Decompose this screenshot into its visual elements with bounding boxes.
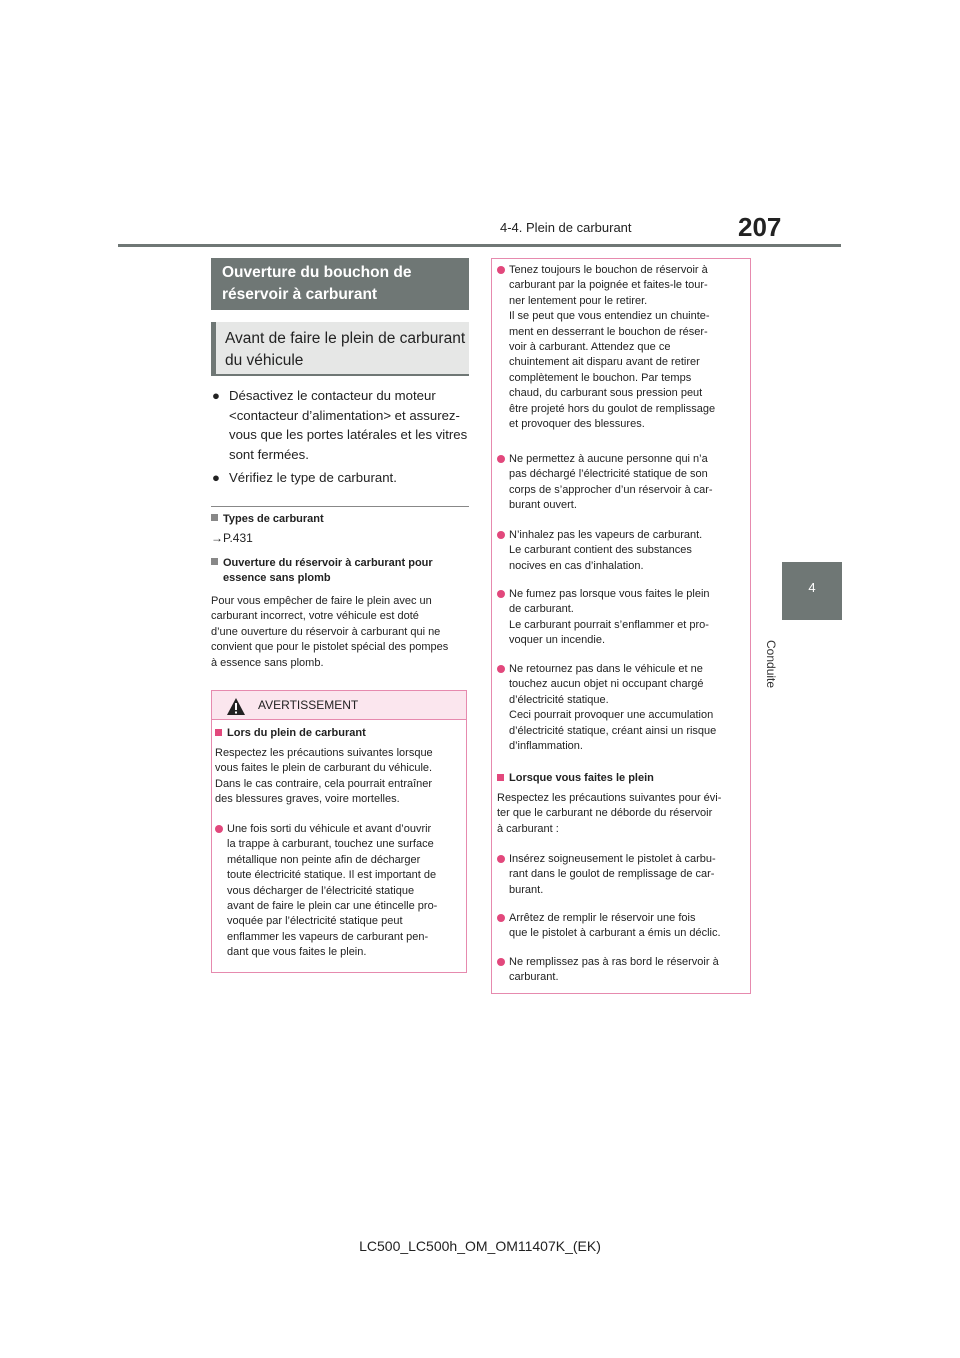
- body-line: carburant par la poignée et faites-le tour-: [509, 279, 708, 292]
- bullet-dot-icon: [497, 958, 505, 966]
- warning-intro: [497, 791, 749, 837]
- sub-heading-line2: du véhicule: [225, 352, 304, 369]
- ouverture-body: [211, 594, 471, 671]
- body-line: des blessures graves, voire mortelles.: [215, 793, 400, 806]
- body-line: à essence sans plomb.: [211, 656, 324, 669]
- main-heading: [211, 258, 469, 310]
- bullet-dot-icon: [497, 665, 505, 673]
- square-bullet-icon: [215, 729, 222, 736]
- chapter-label: [764, 640, 804, 700]
- body-line: à carburant :: [497, 822, 559, 835]
- body-line: convient que pour le pistolet spécial des pompes: [211, 641, 449, 654]
- body-line: d’électricité statique.: [509, 693, 609, 706]
- bullet-dot-icon: [497, 590, 505, 598]
- sub-heading-line1: Avant de faire le plein de carburant: [225, 330, 466, 347]
- page-number: 207: [738, 212, 782, 242]
- bullet-icon: ●: [212, 470, 220, 485]
- body-line: Arrêtez de remplir le réservoir une fois: [509, 912, 696, 924]
- body-line: chaud, du carburant sous pression peut: [509, 387, 703, 400]
- body-line: Le carburant contient des substances: [509, 544, 692, 557]
- body-line: chuintement ait disparu avant de retirer: [509, 356, 700, 369]
- types-heading: [211, 512, 469, 528]
- body-line: vous décharger de l’électricité statique: [227, 884, 415, 897]
- body-line: Respectez les précautions suivantes pour évi-: [497, 792, 722, 804]
- ouverture-heading-line2: essence sans plomb: [223, 572, 331, 584]
- body-line: voquer un incendie.: [509, 634, 606, 647]
- body-line: burant ouvert.: [509, 499, 577, 512]
- body-line: Ne retournez pas dans le véhicule et ne: [509, 663, 703, 675]
- bullet-item: [212, 386, 470, 466]
- types-ref: →P.431: [211, 531, 253, 545]
- bullet-icon: ●: [212, 388, 220, 403]
- bullet-dot-icon: [497, 914, 505, 922]
- body-line: enflammer les vapeurs de carburant pen-: [227, 930, 429, 943]
- body-line: Dans le cas contraire, cela pourrait entraîner: [215, 777, 433, 790]
- body-line: voir à carburant. Attendez que ce: [509, 341, 671, 354]
- separator: [211, 506, 469, 507]
- body-line: voquée par l’électricité statique peut: [227, 915, 403, 928]
- body-line: carburant.: [509, 971, 559, 984]
- body-line: de carburant.: [509, 603, 574, 616]
- chapter-tab-number: 4: [808, 580, 816, 595]
- body-line: burant.: [509, 883, 544, 896]
- warning-sub-heading-text: Lors du plein de carburant: [227, 727, 366, 739]
- bullet-dot-icon: [497, 855, 505, 863]
- body-line: nocives en cas d’inhalation.: [509, 559, 644, 572]
- body-line: d’électricité statique, créant ainsi un risque: [509, 724, 717, 737]
- body-line: avant de faire le plein car une étincelle pro-: [227, 900, 438, 913]
- body-line: d’inflammation.: [509, 740, 583, 753]
- square-bullet-icon: [211, 558, 218, 565]
- body-line: et provoquer des blessures.: [509, 418, 645, 431]
- body-line: Tenez toujours le bouchon de réservoir à: [509, 264, 708, 276]
- body-line: ment en desserrant le bouchon de réser-: [509, 325, 708, 338]
- body-line: corps de s’approcher d’un réservoir à car-: [509, 483, 713, 496]
- body-line: complètement le bouchon. Par temps: [509, 371, 692, 384]
- ouverture-heading-line1: Ouverture du réservoir à carburant pour: [223, 557, 433, 569]
- bullet-dot-icon: [497, 531, 505, 539]
- body-line: Respectez les précautions suivantes lorsque: [215, 747, 433, 759]
- body-line: ner lentement pour le retirer.: [509, 294, 648, 307]
- warning-intro: [215, 746, 465, 808]
- main-heading-line1: Ouverture du bouchon de: [222, 264, 412, 281]
- body-line: Ne remplissez pas à ras bord le réservoir à: [509, 956, 719, 968]
- body-line: ter que le carburant ne déborde du réservoir: [497, 807, 713, 820]
- square-bullet-icon: [497, 774, 504, 781]
- body-line: rant dans le goulot de remplissage de car-: [509, 868, 715, 881]
- document-code: LC500_LC500h_OM_OM11407K_(EK): [359, 1238, 601, 1254]
- body-line: Pour vous empêcher de faire le plein avec un: [211, 595, 432, 607]
- body-line: Une fois sorti du véhicule et avant d’ouvrir: [227, 823, 432, 835]
- body-line: Ceci pourrait provoquer une accumulation: [509, 709, 714, 722]
- warning-triangle-icon: [226, 697, 246, 717]
- main-heading-line2: réservoir à carburant: [222, 286, 378, 303]
- body-line: Insérez soigneusement le pistolet à carbu-: [509, 853, 716, 865]
- bullet-line: <contacteur d’alimentation> et assurez-: [229, 407, 460, 423]
- body-line: être projeté hors du goulot de remplissage: [509, 402, 716, 415]
- body-line: Ne fumez pas lorsque vous faites le plein: [509, 588, 710, 600]
- chapter-tab: [782, 562, 842, 620]
- header-rule: [118, 244, 841, 247]
- warning-sub-heading-text: Lorsque vous faites le plein: [509, 772, 654, 784]
- body-line: dant que vous faites le plein.: [227, 946, 367, 959]
- types-heading-text: Types de carburant: [223, 513, 324, 525]
- body-line: métallique non peinte afin de décharger: [227, 853, 421, 866]
- chapter-label-text: Conduite: [764, 640, 778, 689]
- bullet-line: Vérifiez le type de carburant.: [229, 470, 397, 485]
- bullet-dot-icon: [497, 266, 505, 274]
- section-title: 4-4. Plein de carburant: [500, 220, 632, 235]
- warning-sub-heading: [215, 726, 463, 742]
- body-line: pas déchargé l’électricité statique de son: [509, 468, 708, 481]
- body-line: carburant incorrect, votre véhicule est doté: [211, 610, 419, 623]
- body-line: toute électricité statique. Il est important de: [227, 869, 437, 882]
- bullet-dot-icon: [215, 825, 223, 833]
- body-line: la trappe à carburant, touchez une surface: [227, 838, 434, 851]
- warning-sub-heading: [497, 771, 747, 787]
- bullet-line: Désactivez le contacteur du moteur: [229, 388, 436, 403]
- body-line: vous faites le plein de carburant du véhicule.: [215, 762, 433, 775]
- ouverture-heading: [211, 556, 469, 588]
- warning-title: AVERTISSEMENT: [258, 698, 359, 712]
- body-line: touchez aucun objet ni occupant chargé: [509, 678, 704, 691]
- body-line: que le pistolet à carburant a émis un déclic.: [509, 927, 721, 940]
- sub-heading: [211, 322, 469, 376]
- bullet-item: [212, 468, 470, 490]
- bullet-line: sont fermées.: [229, 446, 309, 462]
- bullet-line: vous que les portes latérales et les vitres: [229, 427, 468, 442]
- body-line: d’une ouverture du réservoir à carburant qui ne: [211, 625, 441, 638]
- body-line: Le carburant pourrait s’enflammer et pro-: [509, 618, 709, 631]
- square-bullet-icon: [211, 514, 218, 521]
- bullet-dot-icon: [497, 455, 505, 463]
- body-line: Il se peut que vous entendiez un chuinte-: [509, 310, 710, 323]
- body-line: N’inhalez pas les vapeurs de carburant.: [509, 529, 703, 541]
- body-line: Ne permettez à aucune personne qui n’a: [509, 453, 708, 465]
- warning-item: [215, 822, 465, 968]
